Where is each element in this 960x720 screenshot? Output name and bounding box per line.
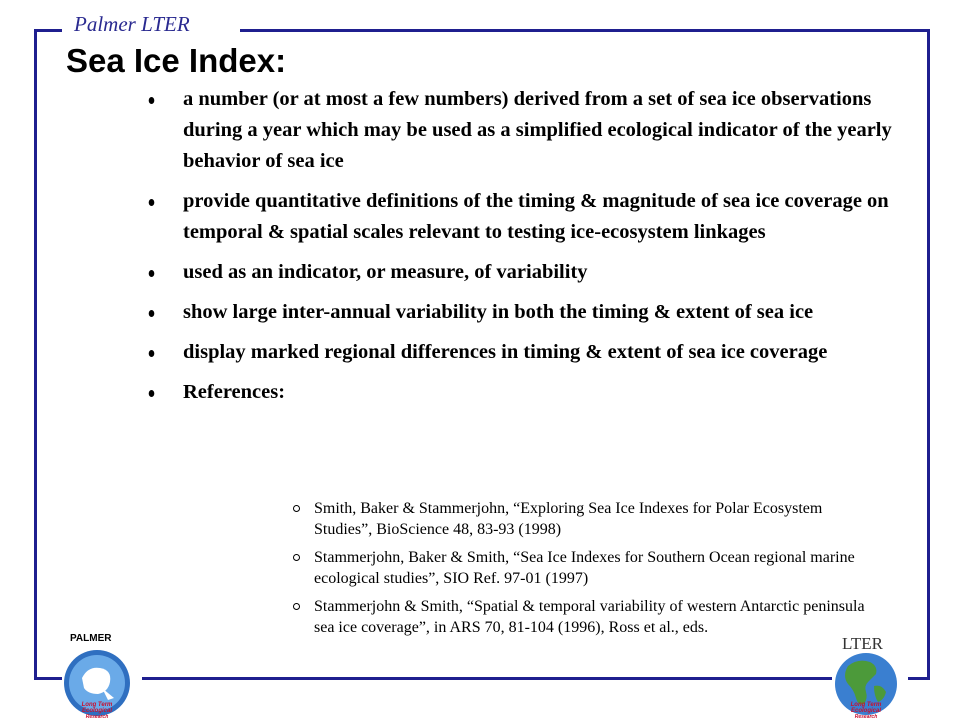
frame-top-left	[34, 29, 62, 32]
bullet-text: display marked regional differences in timing & extent of sea ice coverage	[183, 341, 828, 363]
bullet-item	[148, 186, 908, 248]
bullet-text: provide quantitative definitions of the timing & magnitude of sea ice coverage on temporal & spatial scales relevant to testing ice-ecosystem linkages	[183, 190, 889, 243]
lter-ring-text-1: Long Term	[850, 702, 882, 708]
bullet-dot-icon	[149, 390, 155, 397]
reference-text: Stammerjohn & Smith, “Spatial & temporal variability of western Antarctic peninsula sea ice coverage”, in ARS 70, 81-104 (1996), Ross et al., eds.	[314, 598, 865, 636]
reference-list	[293, 498, 883, 645]
reference-item	[293, 596, 883, 638]
bullet-dot-icon	[149, 199, 155, 206]
bullet-item-references	[148, 377, 908, 408]
frame-bottom-right	[908, 677, 930, 680]
frame-top-right	[240, 29, 930, 32]
palmer-ring-text-2: Ecological	[81, 708, 113, 714]
palmer-ring-text-1: Long Term	[81, 702, 113, 708]
bullet-dot-icon	[149, 97, 155, 104]
header-brand: Palmer LTER	[74, 12, 190, 36]
palmer-logo-icon	[62, 648, 132, 718]
bullet-text: used as an indicator, or measure, of variability	[183, 261, 588, 283]
lter-ring-text-3: Research	[854, 714, 878, 718]
palmer-logo-caption: PALMER	[70, 633, 112, 644]
bullet-item	[148, 84, 908, 177]
frame-bottom-middle	[142, 677, 832, 680]
bullet-text: a number (or at most a few numbers) derived from a set of sea ice observations during a year which may be used as a simplified ecological indicator of the yearly behavior of sea ice	[183, 88, 892, 172]
reference-item	[293, 498, 883, 540]
lter-logo-caption: LTER	[842, 634, 883, 653]
bullet-dot-icon	[149, 270, 155, 277]
palmer-ring-text-3: Research	[85, 714, 109, 718]
reference-item	[293, 547, 883, 589]
bullet-item	[148, 297, 908, 328]
hollow-circle-icon	[293, 554, 300, 561]
frame-right	[927, 29, 930, 680]
bullet-text: References:	[183, 381, 286, 403]
hollow-circle-icon	[293, 505, 300, 512]
lter-globe-icon	[834, 652, 898, 718]
bullet-dot-icon	[149, 310, 155, 317]
reference-text: Stammerjohn, Baker & Smith, “Sea Ice Indexes for Southern Ocean regional marine ecological studies”, SIO Ref. 97-01 (1997)	[314, 549, 855, 587]
bullet-dot-icon	[149, 350, 155, 357]
slide-title: Sea Ice Index:	[66, 42, 287, 79]
bullet-item	[148, 337, 908, 368]
lter-ring-text-2: Ecological	[850, 708, 882, 714]
bullet-list	[148, 84, 908, 417]
bullet-item	[148, 257, 908, 288]
hollow-circle-icon	[293, 603, 300, 610]
frame-left	[34, 29, 37, 680]
bullet-text: show large inter-annual variability in both the timing & extent of sea ice	[183, 301, 814, 323]
reference-text: Smith, Baker & Stammerjohn, “Exploring Sea Ice Indexes for Polar Ecosystem Studies”, BioScience 48, 83-93 (1998)	[314, 500, 823, 538]
frame-bottom-left	[34, 677, 62, 680]
